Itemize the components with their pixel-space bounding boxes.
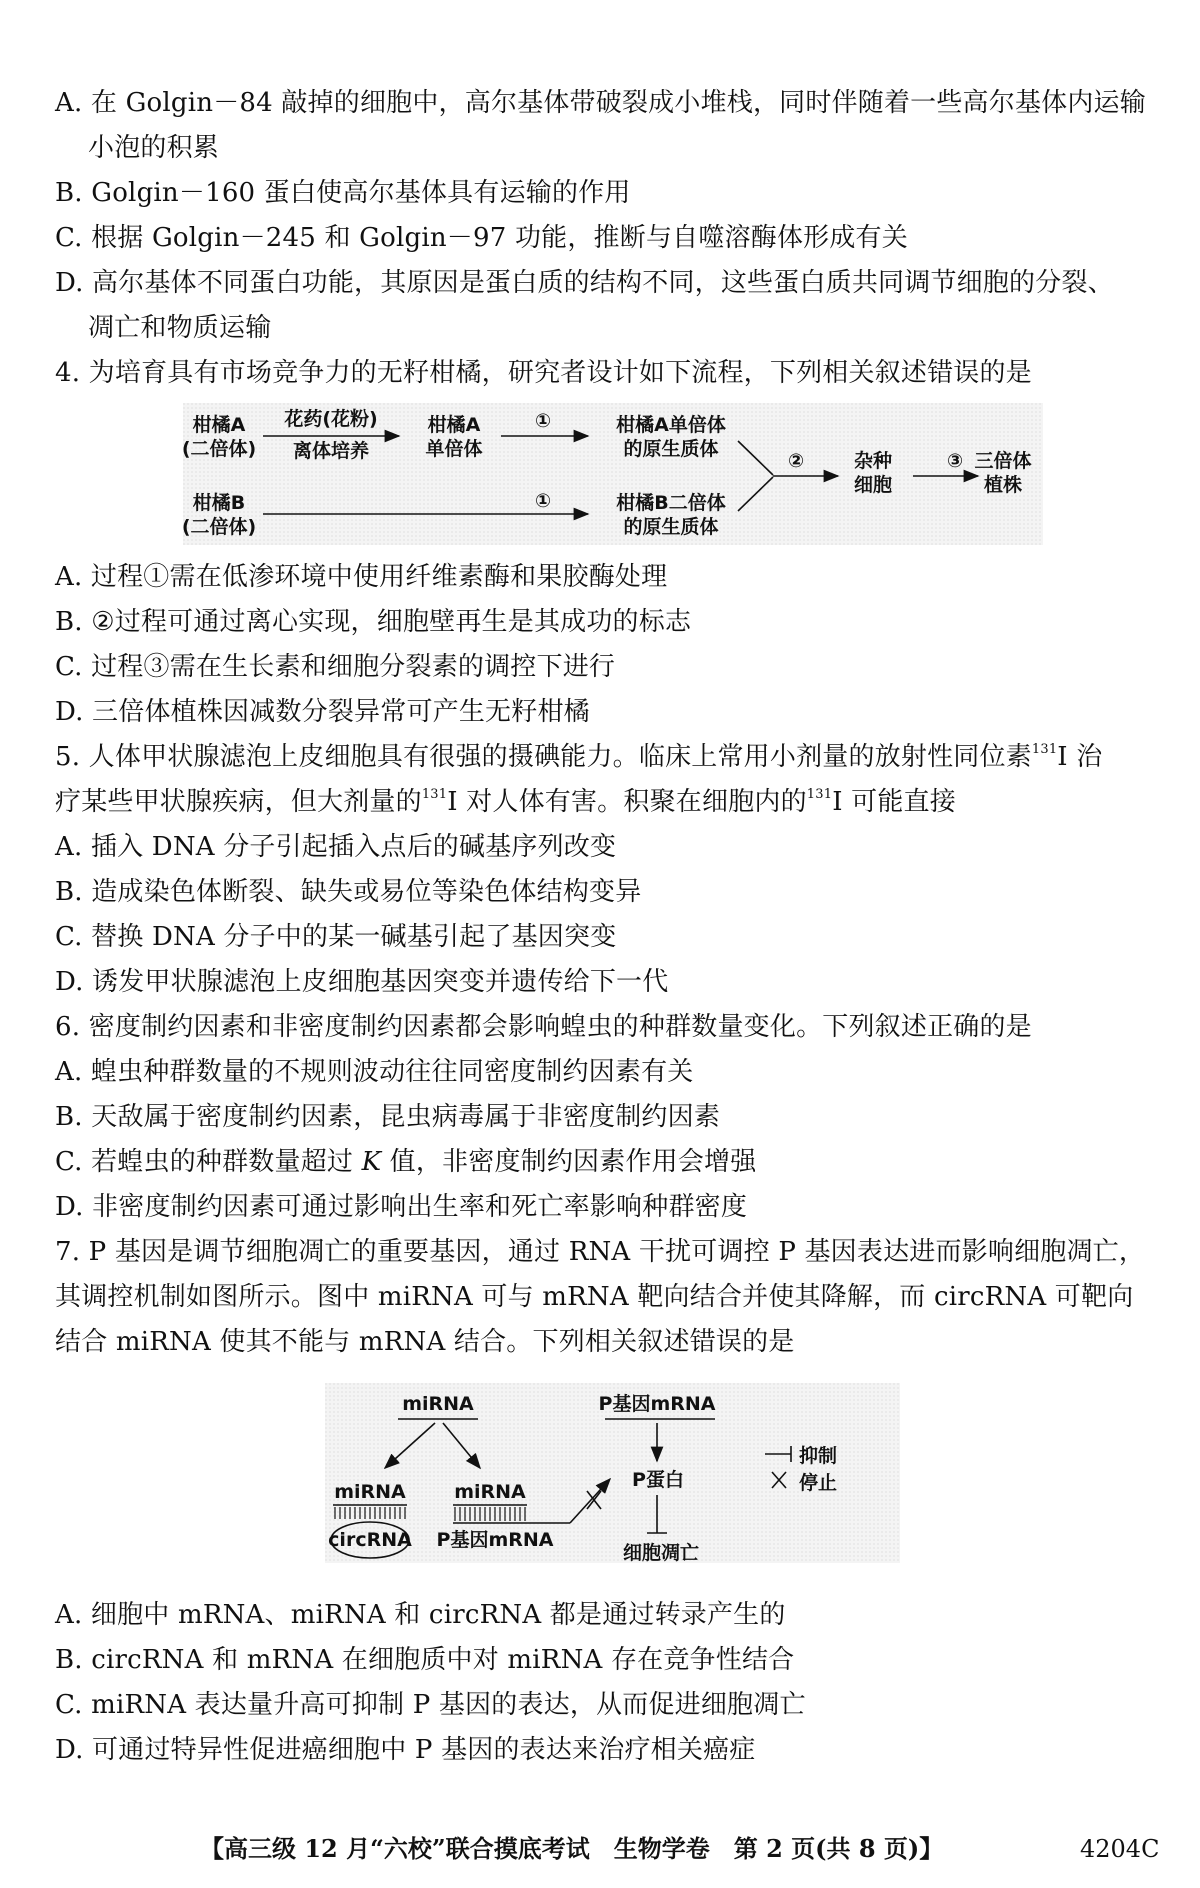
q4-stem: 4. 为培育具有市场竞争力的无籽柑橘，研究者设计如下流程，下列相关叙述错误的是 [55,358,1032,388]
q7-legend-inhibit: 抑制 [799,1445,838,1467]
q6-option-b: B. 天敌属于密度制约因素，昆虫病毒属于非密度制约因素 [55,1102,721,1132]
q6-option-c-b: 值，非密度制约因素作用会增强 [381,1147,757,1177]
q4-step1b: ① [534,490,552,512]
q4-proto-b-2: 的原生质体 [623,516,719,538]
q7-option-c: C. miRNA 表达量升高可抑制 P 基因的表达，从而促进细胞凋亡 [55,1690,806,1720]
q7-mirna-top: miRNA [402,1393,474,1415]
q7-apoptosis: 细胞凋亡 [622,1542,700,1563]
q5-stem-2a: 疗某些甲状腺疾病，但大剂量的 [55,787,422,817]
q5-stem-1b: I 治 [1057,742,1103,772]
q3-option-d-line2: 凋亡和物质运输 [88,313,272,343]
q4-step2: ② [787,450,805,472]
q4-triploid-2: 植株 [983,474,1023,496]
iodine-isotope-sup-3: 131 [806,787,833,802]
iodine-isotope-sup-2: 131 [421,787,448,802]
q5-stem-line2 [55,785,956,819]
q7-option-a: A. 细胞中 mRNA、miRNA 和 circRNA 都是通过转录产生的 [55,1600,786,1630]
q4-haploid-2: 单倍体 [425,438,483,460]
iodine-isotope-sup-1: 131 [1031,742,1058,757]
q7-p-mrna-bottom: P基因mRNA [436,1529,554,1551]
q5-stem-2b: I 对人体有害。积聚在细胞内的 [447,787,807,817]
q5-stem-2c: I 可能直接 [832,787,956,817]
q5-option-d: D. 诱发甲状腺滤泡上皮细胞基因突变并遗传给下一代 [55,967,669,997]
q4-a-label-2: (二倍体) [183,438,257,460]
q7-stem-line2: 其调控机制如图所示。图中 miRNA 可与 mRNA 靶向结合并使其降解，而 circRNA 可靶向 [55,1282,1134,1312]
q7-p-protein: P蛋白 [632,1469,684,1491]
footer-exam-title: 【高三级 12 月“六校”联合摸底考试 生物学卷 第 2 页(共 8 页)】 [200,1834,944,1863]
q3-option-a-line1: A. 在 Golgin－84 敲掉的细胞中，高尔基体带破裂成小堆栈，同时伴随着一些高尔基体内运输 [55,88,1146,118]
q5-stem-1a: 5. 人体甲状腺滤泡上皮细胞具有很强的摄碘能力。临床上常用小剂量的放射性同位素 [55,742,1032,772]
k-value-symbol: K [361,1147,382,1177]
q3-option-c: C. 根据 Golgin－245 和 Golgin－97 功能，推断与自噬溶酶体形成有关 [55,223,908,253]
q4-option-d: D. 三倍体植株因减数分裂异常可产生无籽柑橘 [55,697,590,727]
q4-arrow1-top: 花药(花粉) [284,408,378,430]
q3-option-d-line1: D. 高尔基体不同蛋白功能，其原因是蛋白质的结构不同，这些蛋白质共同调节细胞的分裂、 [55,268,1114,298]
q3-option-b: B. Golgin－160 蛋白使高尔基体具有运输的作用 [55,178,631,208]
q4-step3: ③ [946,450,964,472]
q4-proto-a-1: 柑橘A单倍体 [616,414,726,436]
q6-option-c-a: C. 若蝗虫的种群数量超过 [55,1147,362,1177]
q6-option-d: D. 非密度制约因素可通过影响出生率和死亡率影响种群密度 [55,1192,748,1222]
q7-mirna-left: miRNA [334,1481,406,1503]
q6-option-a: A. 蝗虫种群数量的不规则波动往往同密度制约因素有关 [55,1057,694,1087]
q7-stem-line1: 7. P 基因是调节细胞凋亡的重要基因，通过 RNA 干扰可调控 P 基因表达进而影响细胞凋亡， [55,1237,1146,1267]
q4-step1a: ① [534,410,552,432]
q4-b-label-2: (二倍体) [183,516,257,538]
q7-p-mrna-top: P基因mRNA [598,1393,716,1415]
q7-mirna-mid: miRNA [454,1481,526,1503]
q4-option-b: B. ②过程可通过离心实现，细胞壁再生是其成功的标志 [55,607,692,637]
q4-a-label-1: 柑橘A [192,414,246,436]
q4-b-label-1: 柑橘B [192,492,246,514]
q4-hybrid-2: 细胞 [853,474,893,496]
q7-mechanism-diagram [325,1383,900,1563]
q6-stem: 6. 密度制约因素和非密度制约因素都会影响蝗虫的种群数量变化。下列叙述正确的是 [55,1012,1032,1042]
q4-proto-a-2: 的原生质体 [623,438,719,460]
q5-option-a: A. 插入 DNA 分子引起插入点后的碱基序列改变 [55,832,617,862]
q5-option-c: C. 替换 DNA 分子中的某一碱基引起了基因突变 [55,922,617,952]
q7-circrna-label: circRNA [328,1529,412,1551]
q4-option-a: A. 过程①需在低渗环境中使用纤维素酶和果胶酶处理 [55,562,668,592]
q4-hybrid-1: 杂种 [853,450,893,472]
q4-option-c: C. 过程③需在生长素和细胞分裂素的调控下进行 [55,652,616,682]
q7-option-b: B. circRNA 和 mRNA 在细胞质中对 miRNA 存在竞争性结合 [55,1645,795,1675]
q4-flow-diagram [183,403,1043,545]
q7-stem-line3: 结合 miRNA 使其不能与 mRNA 结合。下列相关叙述错误的是 [55,1327,795,1357]
q3-option-a-line2: 小泡的积累 [88,133,220,163]
q6-option-c [55,1145,756,1179]
q4-arrow1-bottom: 离体培养 [292,440,370,462]
footer-code: 4204C [1080,1835,1160,1863]
q5-stem-line1 [55,740,1102,774]
q4-haploid-1: 柑橘A [427,414,481,436]
q5-option-b: B. 造成染色体断裂、缺失或易位等染色体结构变异 [55,877,642,907]
q4-triploid-1: 三倍体 [974,450,1032,472]
q7-legend-stop: 停止 [799,1472,838,1494]
q7-option-d: D. 可通过特异性促进癌细胞中 P 基因的表达来治疗相关癌症 [55,1735,756,1765]
q4-proto-b-1: 柑橘B二倍体 [616,492,726,514]
